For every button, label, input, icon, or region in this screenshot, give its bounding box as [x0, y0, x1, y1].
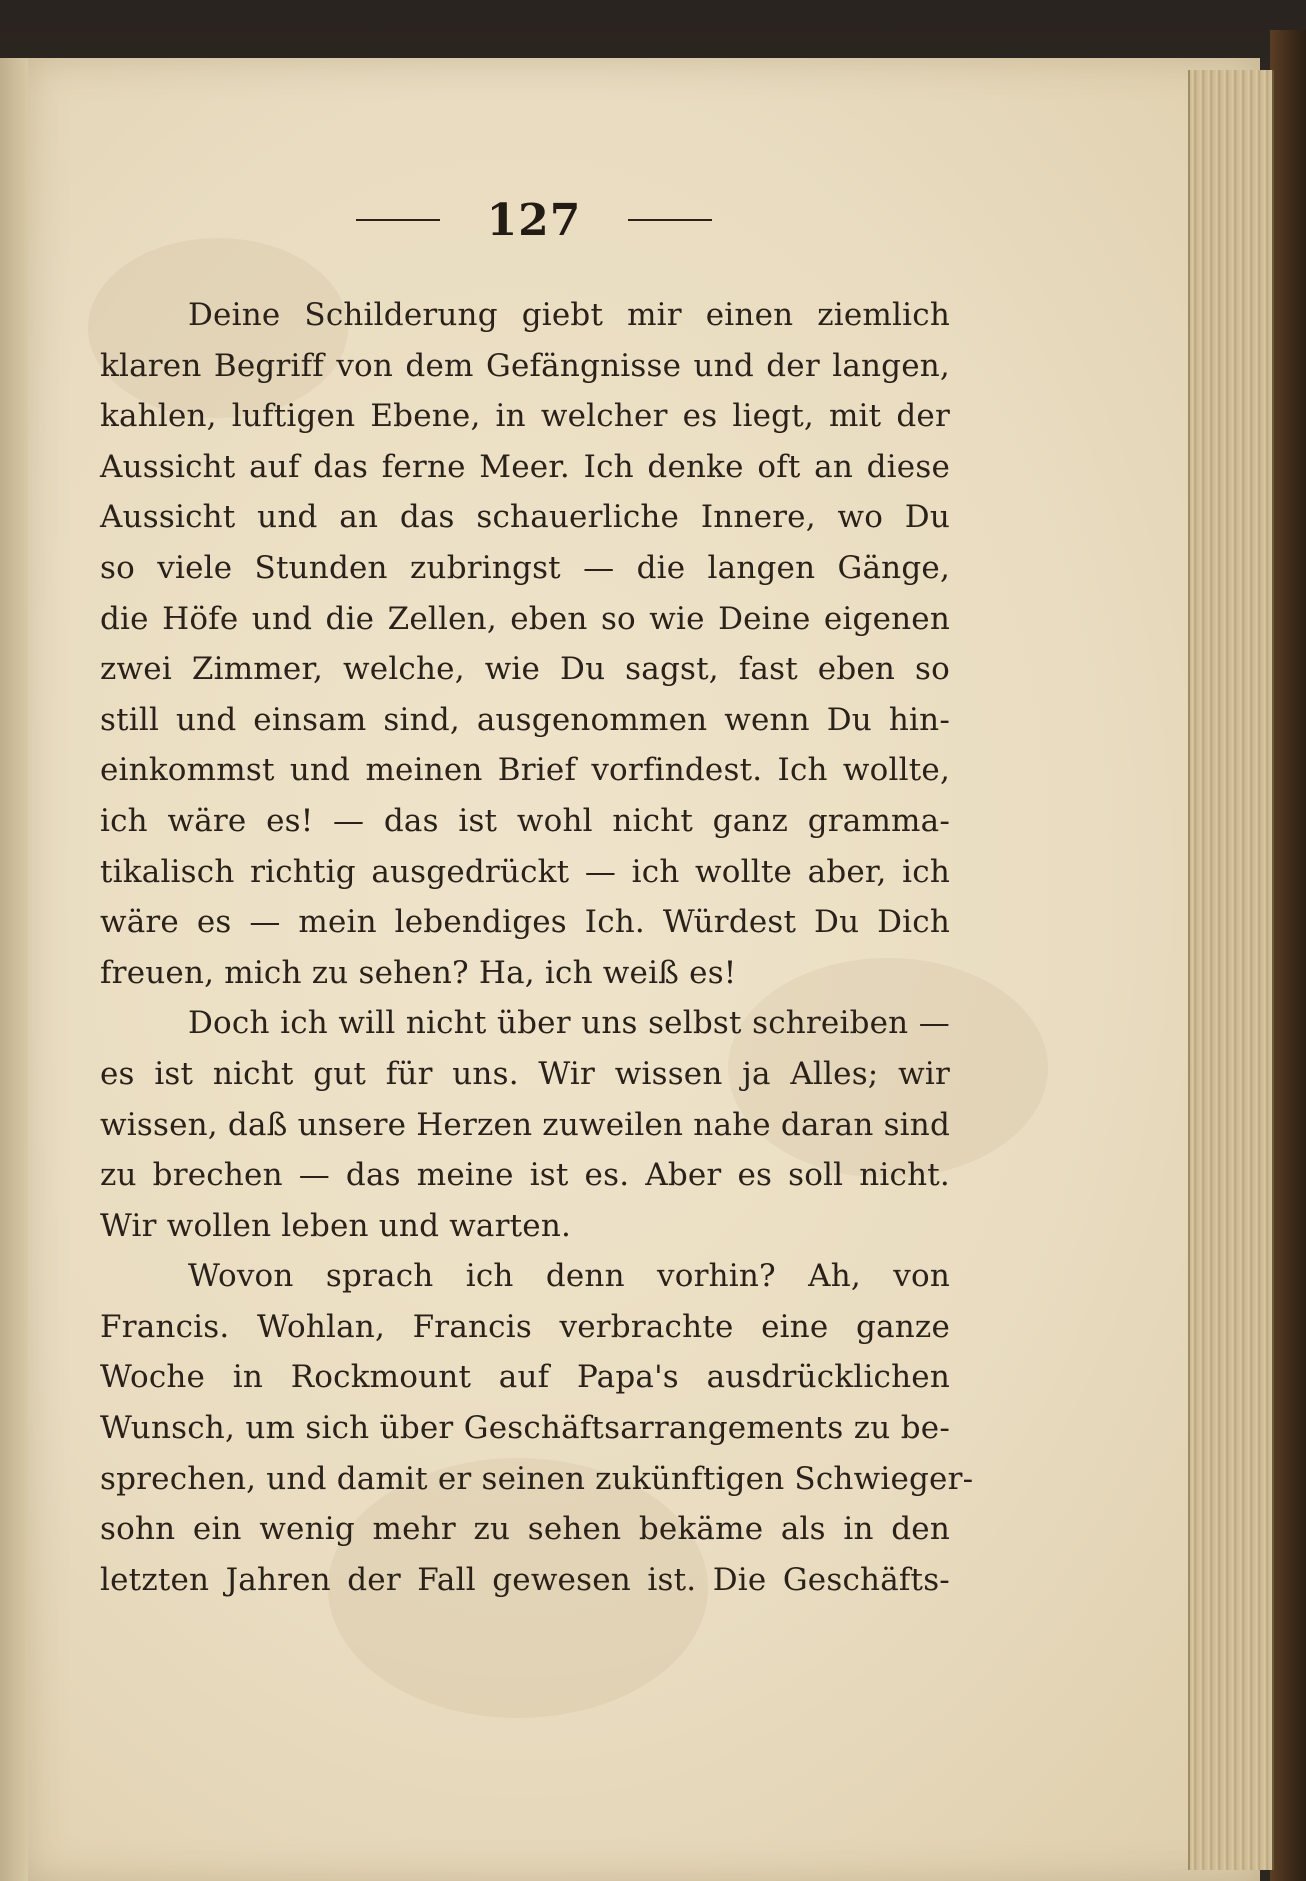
header-rule-right	[628, 219, 712, 221]
text-line: kahlen, luftigen Ebene, in welcher es liegt, mit der	[100, 398, 950, 435]
text-line: sohn ein wenig mehr zu sehen bekäme als in den	[100, 1511, 950, 1548]
text-line: klaren Begriff von dem Gefängnisse und der langen,	[100, 347, 950, 384]
text-line: zu brechen — das meine ist es. Aber es soll nicht.	[100, 1157, 950, 1194]
page-number: 127	[486, 194, 582, 246]
text-line: still und einsam sind, ausgenommen wenn Du hin-	[100, 701, 950, 738]
text-line: Wunsch, um sich über Geschäftsarrangements zu be-	[100, 1410, 950, 1447]
text-line: tikalisch richtig ausgedrückt — ich wollte aber, ich	[100, 853, 950, 890]
header-rule-left	[356, 219, 440, 221]
text-line: es ist nicht gut für uns. Wir wissen ja Alles; wir	[100, 1055, 950, 1092]
text-line: wissen, daß unsere Herzen zuweilen nahe daran sind	[100, 1106, 950, 1143]
text-line: zwei Zimmer, welche, wie Du sagst, fast eben so	[100, 651, 950, 688]
text-line: sprechen, und damit er seinen zukünftigen Schwieger-	[100, 1460, 974, 1497]
text-line: Francis. Wohlan, Francis verbrachte eine ganze	[100, 1308, 950, 1345]
facing-page-sliver	[0, 58, 30, 1881]
body-text	[100, 290, 974, 1605]
text-line: einkommst und meinen Brief vorfindest. Ich wollte,	[100, 752, 950, 789]
text-line: Aussicht und an das schauerliche Innere, wo Du	[100, 499, 950, 536]
text-line: Wovon sprach ich denn vorhin? Ah, von	[188, 1258, 950, 1295]
text-line: die Höfe und die Zellen, eben so wie Deine eigenen	[100, 600, 950, 637]
text-line: Aussicht auf das ferne Meer. Ich denke oft an diese	[100, 448, 950, 485]
text-line: ich wäre es! — das ist wohl nicht ganz gramma-	[100, 802, 950, 839]
text-line: Deine Schilderung giebt mir einen ziemlich	[188, 297, 950, 333]
text-line: Doch ich will nicht über uns selbst schreiben —	[188, 1005, 950, 1042]
page-fore-edge	[1188, 70, 1274, 1870]
page-header	[356, 190, 712, 250]
text-line: freuen, mich zu sehen? Ha, ich weiß es!	[100, 954, 737, 991]
book-spine-edge	[1270, 30, 1306, 1881]
text-line: so viele Stunden zubringst — die langen Gänge,	[100, 549, 950, 586]
text-line: wäre es — mein lebendiges Ich. Würdest Du Dich	[100, 904, 950, 941]
text-line: Wir wollen leben und warten.	[100, 1207, 572, 1244]
text-line: Woche in Rockmount auf Papa's ausdrücklichen	[100, 1359, 950, 1396]
text-line: letzten Jahren der Fall gewesen ist. Die Geschäfts-	[100, 1561, 950, 1598]
